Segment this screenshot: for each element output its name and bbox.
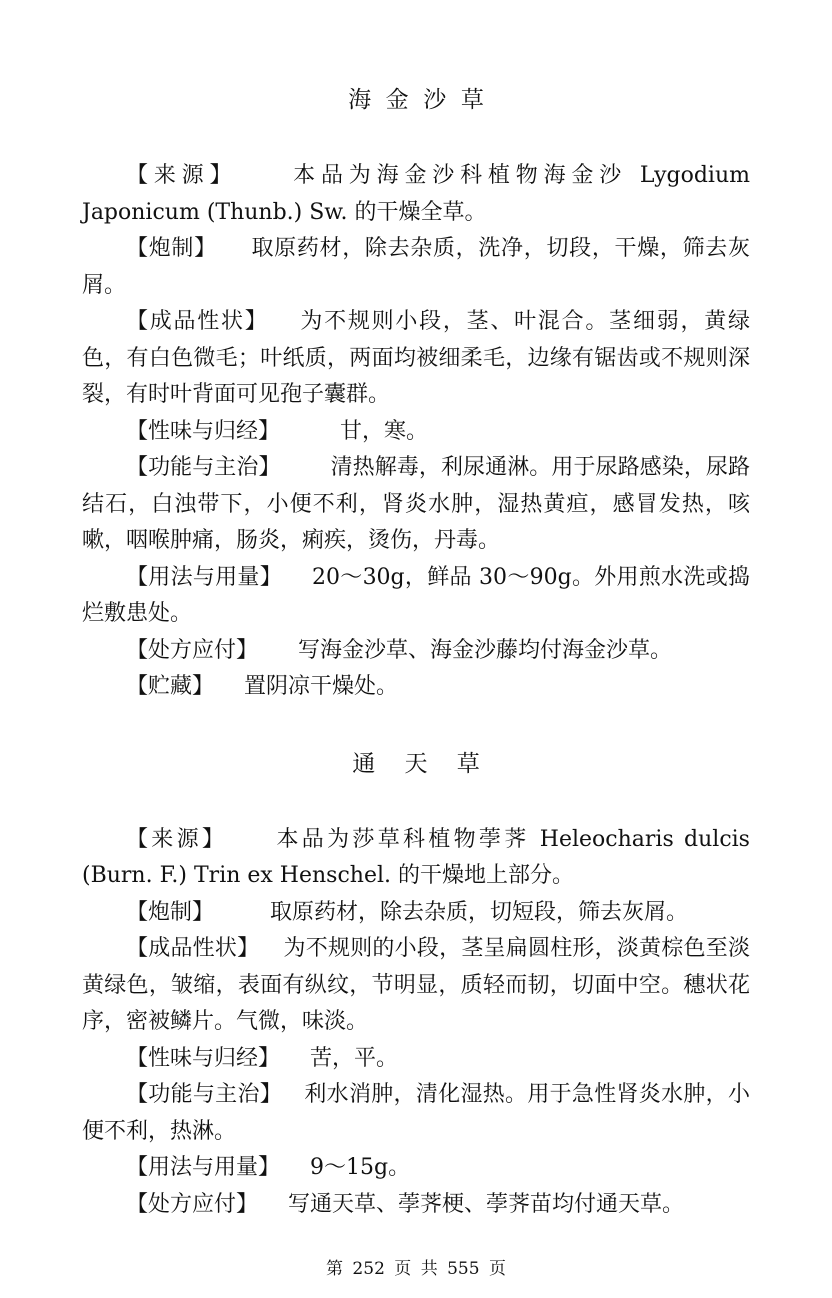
paragraph-appearance bbox=[82, 931, 750, 1041]
entry-title: 海 金 沙 草 bbox=[348, 87, 484, 113]
field-label: 【来源】 bbox=[126, 826, 228, 852]
paragraph-dosage bbox=[82, 560, 750, 633]
field-text: 置阴凉干燥处。 bbox=[244, 674, 399, 699]
paragraph-function bbox=[82, 450, 750, 560]
field-text: 9～15g。 bbox=[310, 1155, 411, 1180]
field-text: 为不规则小段，茎、叶混合。茎细弱，黄绿色，有白色微毛；叶纸质，两面均被细柔毛，边缘有锯齿或不规则深裂，有时叶背面可见孢子囊群。 bbox=[82, 309, 750, 407]
field-label: 【用法与用量】 bbox=[126, 1155, 281, 1180]
field-label: 【功能与主治】 bbox=[126, 1082, 283, 1107]
field-label: 【炮制】 bbox=[126, 236, 217, 261]
paragraph-appearance bbox=[82, 304, 750, 414]
page-number-footer: 第 252 页 共 555 页 bbox=[326, 1259, 506, 1279]
field-text: 本品为海金沙科植物海金沙 Lygodium Japonicum (Thunb.) Sw. 的干燥全草。 bbox=[82, 163, 750, 225]
field-label: 【来源】 bbox=[126, 163, 238, 188]
field-text: 为不规则的小段，茎呈扁圆柱形，淡黄棕色至淡黄绿色，皱缩，表面有纵纹，节明显，质轻而韧，切面中空。穗状花序，密被鳞片。气微，味淡。 bbox=[82, 936, 750, 1034]
field-text: 利水消肿，清化湿热。用于急性肾炎水肿，小便不利，热淋。 bbox=[82, 1082, 750, 1144]
document-page bbox=[82, 0, 750, 1223]
paragraph-source bbox=[82, 822, 750, 895]
paragraph-storage bbox=[82, 669, 750, 706]
entry-title: 通 天 草 bbox=[352, 750, 480, 777]
field-text: 本品为莎草科植物荸荠 Heleocharis dulcis (Burn. F.) Trin ex Henschel. 的干燥地上部分。 bbox=[82, 826, 750, 888]
field-label: 【性味与归经】 bbox=[126, 418, 281, 444]
paragraph-processing bbox=[82, 231, 750, 304]
field-text: 20～30g，鲜品 30～90g。外用煎水洗或捣烂敷患处。 bbox=[82, 564, 750, 626]
paragraph-dosage bbox=[82, 1150, 750, 1187]
entry-body bbox=[82, 158, 750, 706]
field-text: 清热解毒，利尿通淋。用于尿路感染，尿路结石，白浊带下，小便不利，肾炎水肿，湿热黄疸，感冒发热，咳嗽，咽喉肿痛，肠炎，痢疾，烫伤，丹毒。 bbox=[82, 455, 750, 553]
paragraph-source bbox=[82, 158, 750, 231]
field-label: 【成品性状】 bbox=[126, 309, 269, 334]
paragraph-prescription bbox=[82, 633, 750, 670]
field-label: 【处方应付】 bbox=[126, 637, 259, 663]
field-label: 【成品性状】 bbox=[126, 936, 260, 961]
paragraph-processing bbox=[82, 895, 750, 932]
field-label: 【功能与主治】 bbox=[126, 455, 281, 480]
field-label: 【用法与用量】 bbox=[126, 564, 282, 590]
paragraph-taste-meridian bbox=[82, 414, 750, 451]
field-label: 【贮藏】 bbox=[126, 674, 215, 699]
field-label: 【炮制】 bbox=[126, 899, 215, 925]
paragraph-taste-meridian bbox=[82, 1041, 750, 1078]
field-label: 【处方应付】 bbox=[126, 1191, 259, 1217]
entry-body bbox=[82, 822, 750, 1224]
field-text: 取原药材，除去杂质，切短段，筛去灰屑。 bbox=[270, 899, 689, 925]
field-text: 取原药材，除去杂质，洗净，切段，干燥，筛去灰屑。 bbox=[82, 236, 750, 298]
field-text: 写通天草、荸荠梗、荸荠苗均付通天草。 bbox=[288, 1191, 685, 1217]
field-label: 【性味与归经】 bbox=[126, 1045, 281, 1071]
paragraph-function bbox=[82, 1077, 750, 1150]
field-text: 写海金沙草、海金沙藤均付海金沙草。 bbox=[298, 637, 673, 663]
field-text: 苦，平。 bbox=[310, 1045, 399, 1071]
field-text: 甘，寒。 bbox=[340, 418, 429, 444]
paragraph-prescription bbox=[82, 1187, 750, 1224]
